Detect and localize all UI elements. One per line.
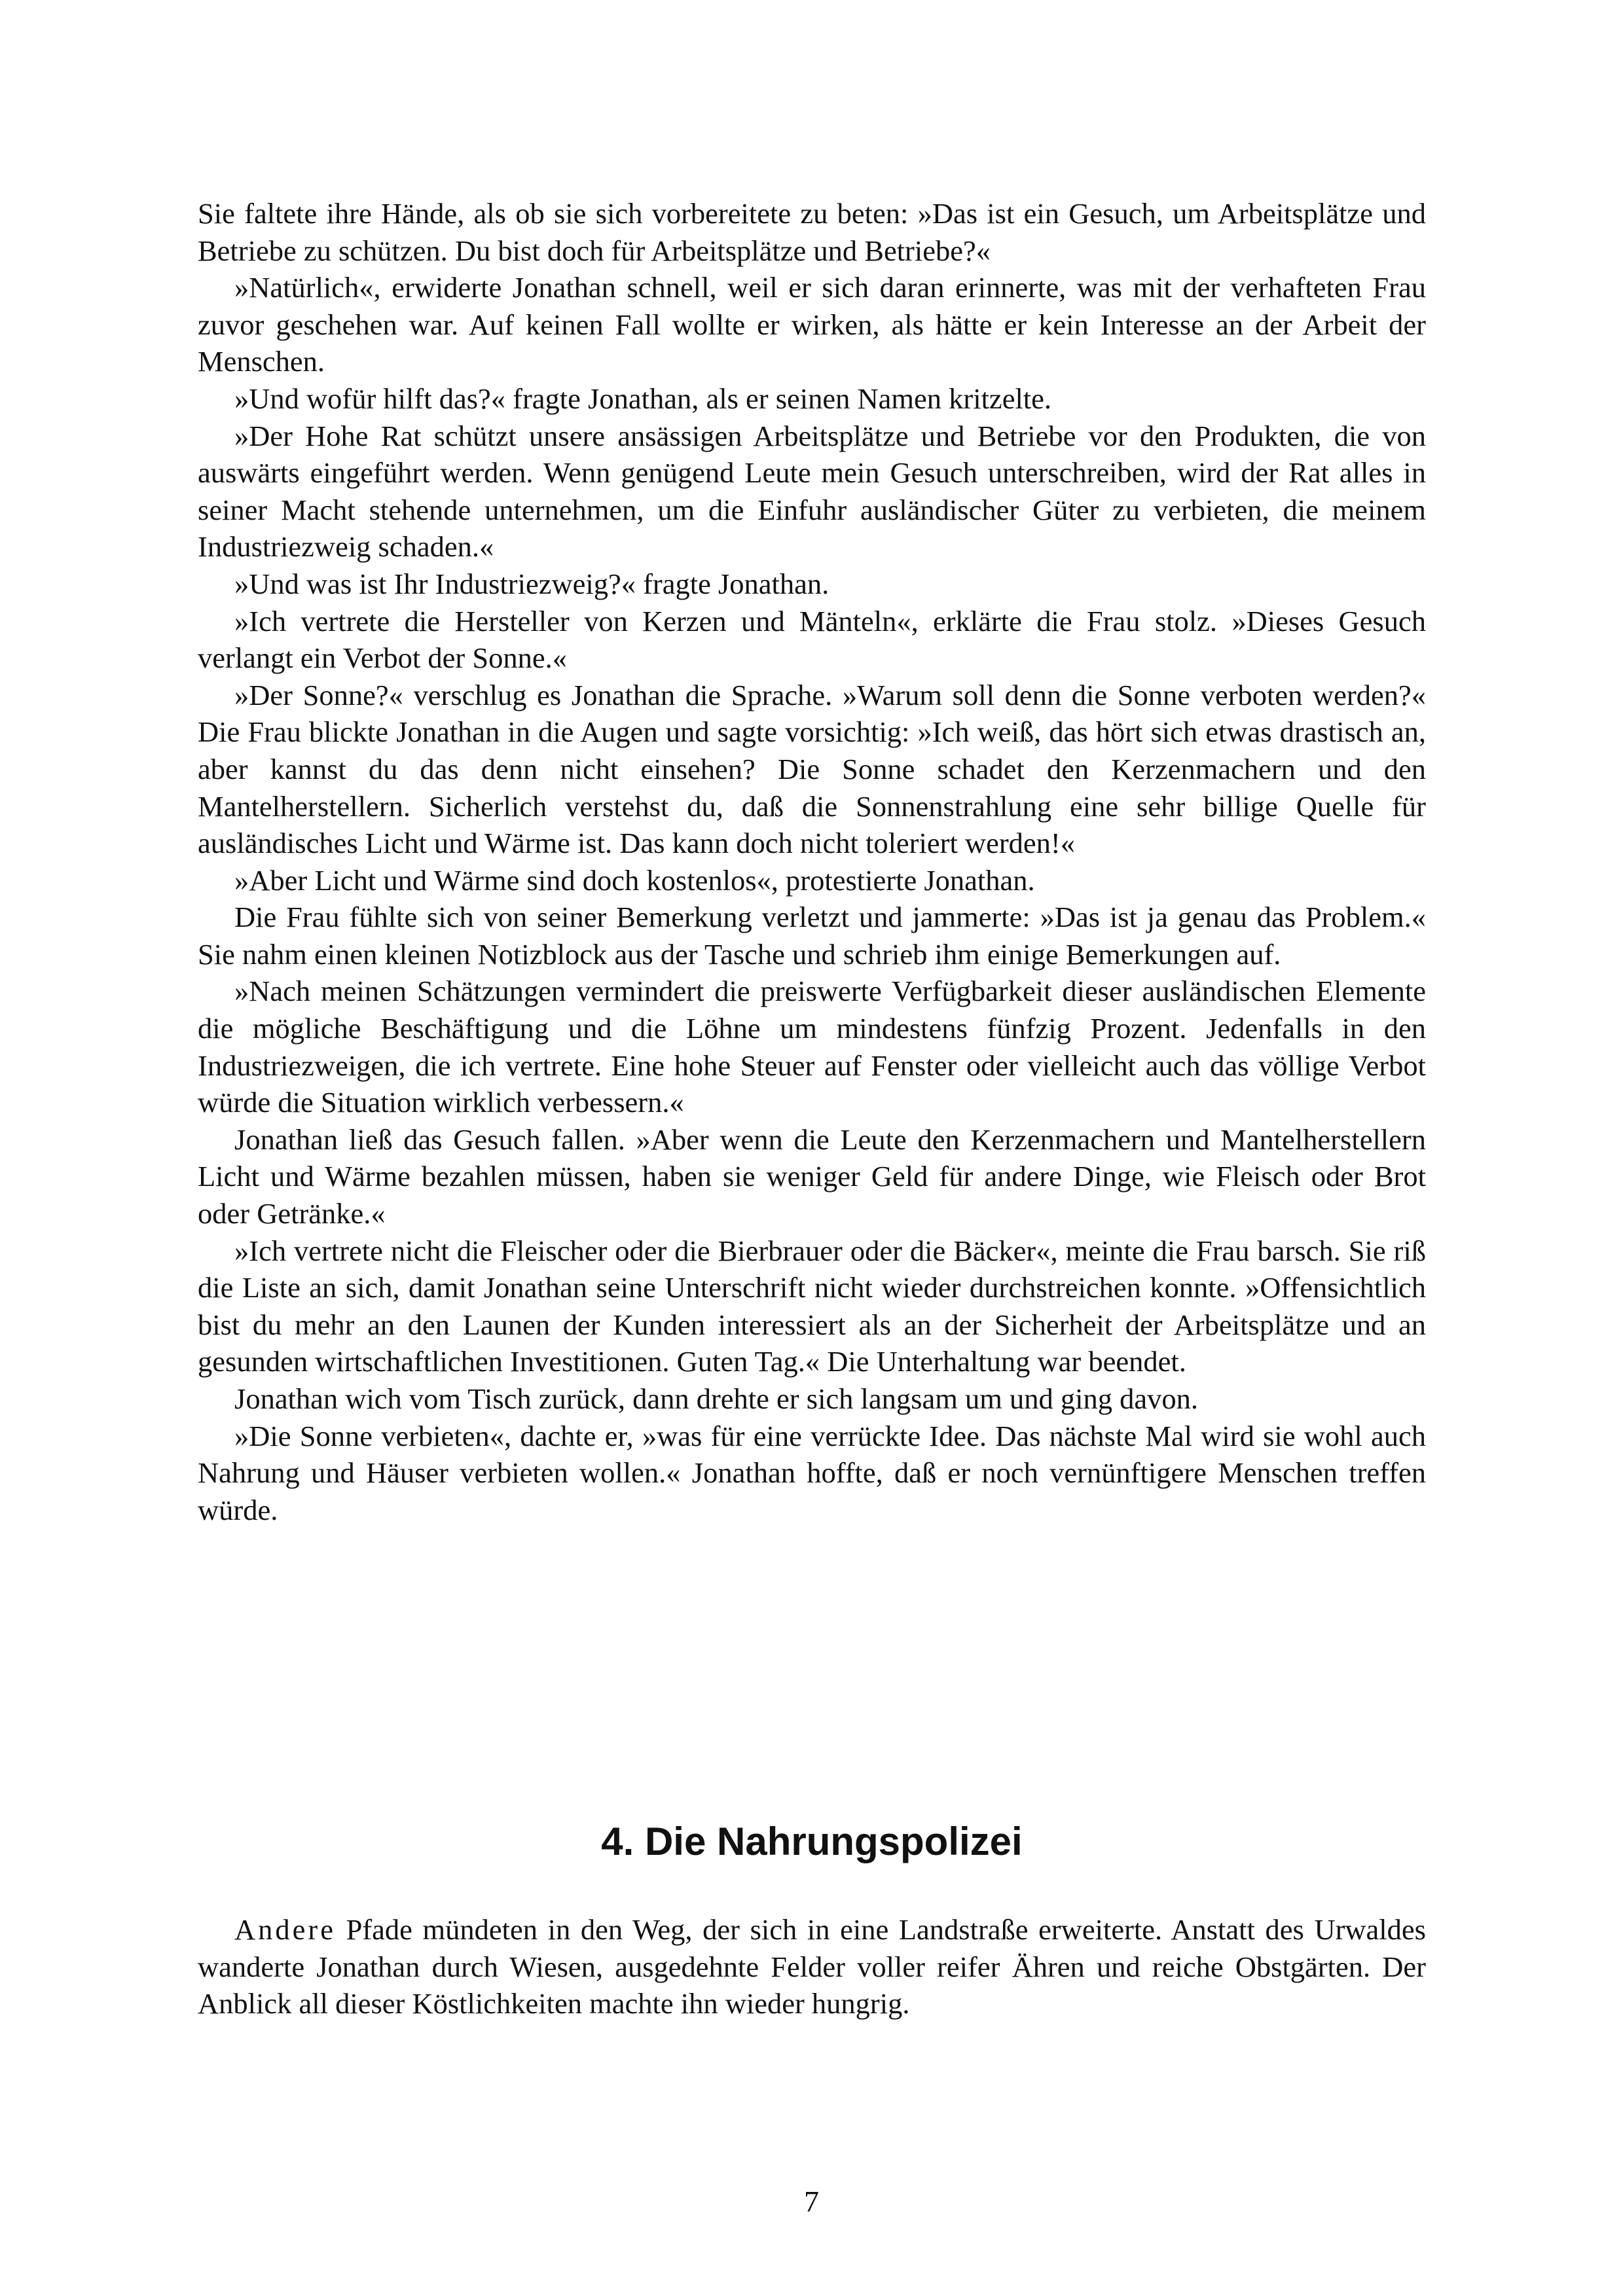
paragraph: »Der Hohe Rat schützt unsere ansässigen Arbeitsplätze und Betriebe vor den Produkten, die von auswärts eingeführt werden. Wenn genügend Leute mein Gesuch unterschreiben, wird der Rat alles in seiner Macht stehende unternehmen, um die Einfuhr ausländischer Güter zu verbieten, die meinem Industriezweig schaden.« bbox=[198, 419, 1426, 564]
paragraph: »Der Sonne?« verschlug es Jonathan die Sprache. »Warum soll denn die Sonne verboten werden?« Die Frau blickte Jonathan in die Augen und sagte vorsichtig: »Ich weiß, das hört sich etwas drastisch an, aber kannst du das denn nicht einsehen? Die Sonne schadet den Kerzenmachern und den Mantelherstellern. Sicherlich verstehst du, daß die Sonnenstrahlung eine sehr billige Quelle für ausländisches Licht und Wärme ist. Das kann doch nicht toleriert werden!« bbox=[198, 678, 1426, 860]
paragraph: »Und was ist Ihr Industriezweig?« fragte Jonathan. bbox=[234, 567, 830, 600]
paragraph: Sie faltete ihre Hände, als ob sie sich vorbereitete zu beten: »Das ist ein Gesuch, um Arbeitsplätze und Betriebe zu schützen. Du bist doch für Arbeitsplätze und Betriebe?« bbox=[198, 197, 1426, 267]
body-text bbox=[198, 195, 1426, 1528]
paragraph: Jonathan wich vom Tisch zurück, dann drehte er sich langsam um und ging davon. bbox=[234, 1382, 1198, 1415]
chapter-first-paragraph bbox=[198, 1911, 1426, 2022]
page-number: 7 bbox=[804, 2185, 819, 2218]
paragraph: »Natürlich«, erwiderte Jonathan schnell, weil er sich daran erinnerte, was mit der verhafteten Frau zuvor geschehen war. Auf keinen Fall wollte er wirken, als hätte er kein Interesse an der Arbeit der Menschen. bbox=[198, 271, 1426, 378]
paragraph: Die Frau fühlte sich von seiner Bemerkung verletzt und jammerte: »Das ist ja genau das Problem.« Sie nahm einen kleinen Notizblock aus der Tasche und schrieb ihm einige Bemerkungen auf. bbox=[198, 901, 1426, 971]
paragraph: »Und wofür hilft das?« fragte Jonathan, als er seinen Namen kritzelte. bbox=[234, 382, 1052, 415]
paragraph: »Ich vertrete die Hersteller von Kerzen und Mänteln«, erklärte die Frau stolz. »Dieses Gesuch verlangt ein Verbot der Sonne.« bbox=[198, 604, 1426, 675]
paragraph: »Nach meinen Schätzungen vermindert die preiswerte Verfügbarkeit dieser ausländischen Elemente die mögliche Beschäftigung und die Löhne um mindestens fünfzig Prozent. Jedenfalls in den Industriezweigen, die ich vertrete. Eine hohe Steuer auf Fenster oder vielleicht auch das völlige Verbot würde die Situation wirklich verbessern.« bbox=[198, 975, 1426, 1119]
chapter-first-paragraph-rest: Pfade mündeten in den Weg, der sich in eine Landstraße erweiterte. Anstatt des Urwaldes wanderte Jonathan durch Wiesen, ausgedehnte Felder voller reifer Ähren und reiche Obstgärten. Der Anblick all dieser Köstlichkeiten machte ihn wieder hungrig. bbox=[198, 1913, 1426, 2020]
paragraph: »Ich vertrete nicht die Fleischer oder die Bierbrauer oder die Bäcker«, meinte die Frau barsch. Sie riß die Liste an sich, damit Jonathan seine Unterschrift nicht wieder durchstreichen konnte. »Offensichtlich bist du mehr an den Launen der Kunden interessiert als an der Sicherheit der Arbeitsplätze und an gesunden wirtschaftlichen Investitionen. Guten Tag.« Die Unterhaltung war beendet. bbox=[198, 1234, 1426, 1378]
chapter-title: 4. Die Nahrungspolizei bbox=[601, 1820, 1023, 1863]
paragraph: »Aber Licht und Wärme sind doch kostenlos«, protestierte Jonathan. bbox=[234, 863, 1035, 897]
chapter-first-word: Andere bbox=[234, 1913, 336, 1946]
paragraph: »Die Sonne verbieten«, dachte er, »was für eine verrückte Idee. Das nächste Mal wird sie wohl auch Nahrung und Häuser verbieten wollen.« Jonathan hoffte, daß er noch vernünftigere Menschen treffen würde. bbox=[198, 1419, 1426, 1526]
chapter-body-text bbox=[198, 1911, 1426, 2022]
paragraph: Jonathan ließ das Gesuch fallen. »Aber wenn die Leute den Kerzenmachern und Mantelherstellern Licht und Wärme bezahlen müssen, haben sie weniger Geld für andere Dinge, wie Fleisch oder Brot oder Getränke.« bbox=[198, 1122, 1426, 1230]
